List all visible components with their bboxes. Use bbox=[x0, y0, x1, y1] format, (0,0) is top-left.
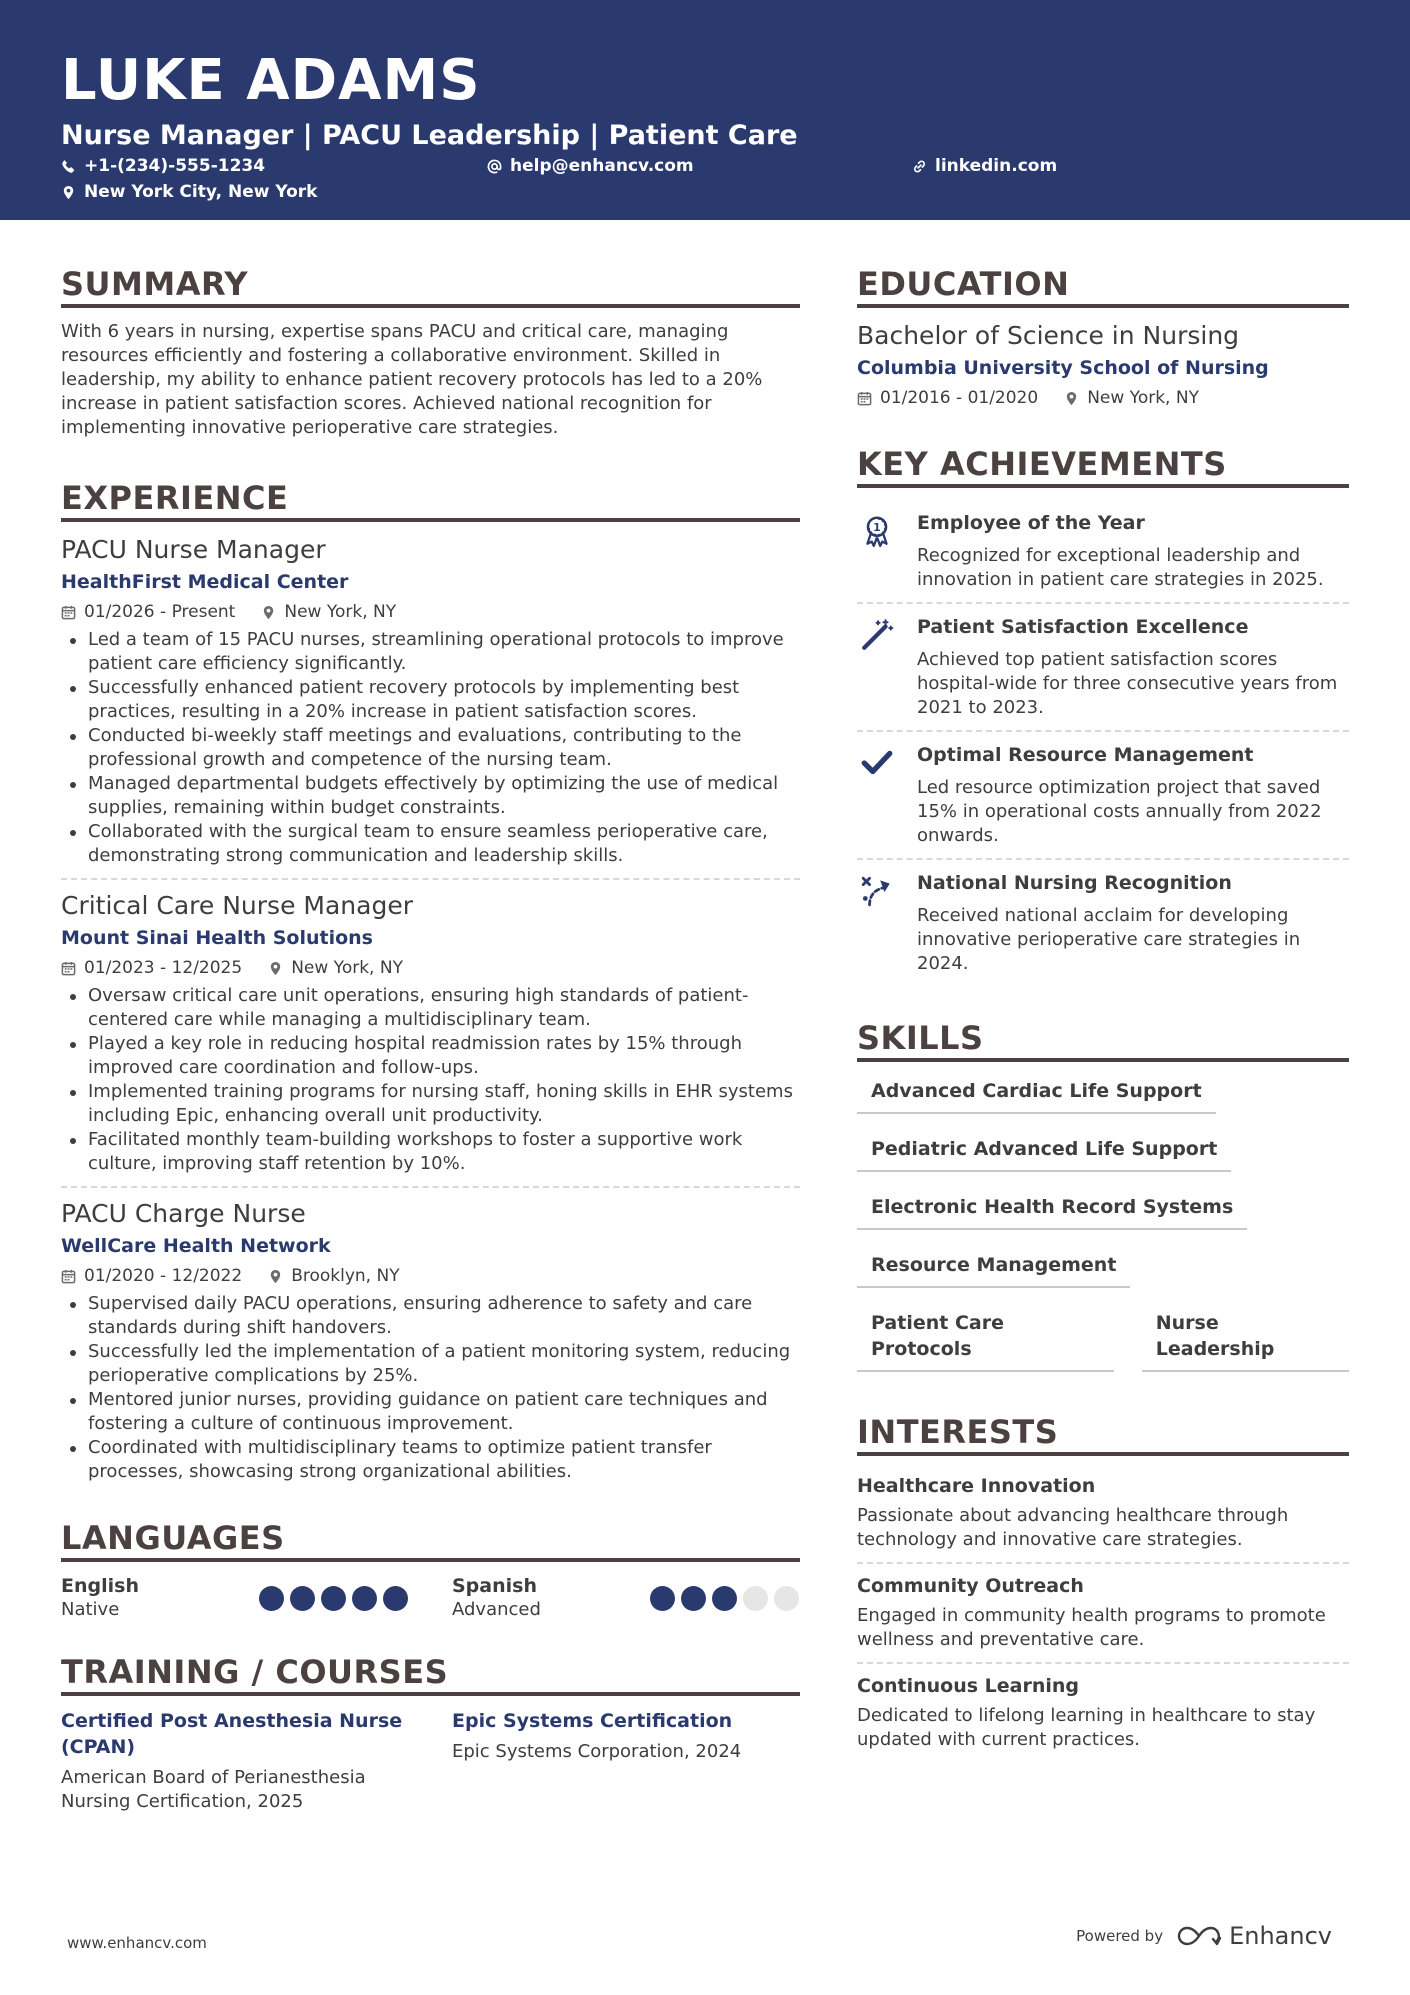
education-meta bbox=[857, 386, 1349, 410]
proficiency-dot-filled bbox=[259, 1586, 284, 1611]
proficiency-dot-filled bbox=[352, 1586, 377, 1611]
skill-tag: Electronic Health Record Systems bbox=[857, 1190, 1247, 1230]
skill-tag: Nurse Leadership bbox=[1142, 1306, 1349, 1372]
bullet-item: Implemented training programs for nursing staff, honing skills in EHR systems including Epic, enhancing overall unit productivity. bbox=[61, 1080, 800, 1128]
enhancv-logo-icon bbox=[1177, 1924, 1223, 1948]
interest-title: Continuous Learning bbox=[857, 1675, 1080, 1697]
job-title: Critical Care Nurse Manager bbox=[61, 891, 413, 920]
resume-header bbox=[0, 0, 1410, 220]
skill-tag: Pediatric Advanced Life Support bbox=[857, 1132, 1231, 1172]
interest-title: Community Outreach bbox=[857, 1575, 1084, 1597]
job-entry bbox=[61, 1186, 800, 1494]
bullet-item: Oversaw critical care unit operations, ensuring high standards of patient-centered care while managing a multidisciplinary team. bbox=[61, 984, 800, 1032]
bullet-item: Successfully enhanced patient recovery protocols by implementing best practices, resulting in a 20% increase in patient satisfaction scores. bbox=[61, 676, 800, 724]
job-meta bbox=[61, 956, 800, 980]
summary-text: With 6 years in nursing, expertise spans PACU and critical care, managing resources efficiently and fostering a collaborative environment. Skilled in leadership, my ability to enhance patient recovery protocols has led to a 20% increase in patient satisfaction scores. Achieved national recognition for implementing innovative perioperative care strategies. bbox=[61, 321, 763, 438]
interest-item bbox=[857, 1662, 1349, 1762]
at-sign-icon bbox=[487, 159, 502, 174]
bullet-item: Successfully led the implementation of a patient monitoring system, reducing perioperative complications by 25%. bbox=[61, 1340, 800, 1388]
job-entry bbox=[61, 534, 800, 878]
bullet-item: Managed departmental budgets effectively by optimizing the use of medical supplies, remaining within budget constraints. bbox=[61, 772, 800, 820]
language-level: Advanced bbox=[452, 1599, 541, 1620]
summary-section bbox=[61, 264, 800, 440]
courses-list bbox=[61, 1708, 800, 1814]
svg-text:1: 1 bbox=[873, 521, 881, 534]
job-title: PACU Nurse Manager bbox=[61, 535, 326, 564]
proficiency-dot-filled bbox=[321, 1586, 346, 1611]
calendar-icon bbox=[61, 605, 76, 620]
contact-location bbox=[61, 182, 317, 202]
bullet-item: Played a key role in reducing hospital readmission rates by 15% through improved care coordination and follow-ups. bbox=[61, 1032, 800, 1080]
skills-section bbox=[857, 1018, 1349, 1372]
location-pin-icon bbox=[61, 185, 76, 200]
contact-phone[interactable] bbox=[61, 156, 265, 176]
strategy-arrow-icon bbox=[860, 874, 894, 908]
linkedin-text: linkedin.com bbox=[935, 156, 1058, 176]
proficiency-dots bbox=[650, 1586, 799, 1611]
job-title: PACU Charge Nurse bbox=[61, 1199, 306, 1228]
footer-branding bbox=[1076, 1922, 1332, 1950]
proficiency-dot-filled bbox=[712, 1586, 737, 1611]
language-item bbox=[61, 1574, 408, 1622]
language-name: Spanish bbox=[452, 1575, 537, 1597]
award-ribbon-icon bbox=[860, 514, 894, 548]
section-title-skills: SKILLS bbox=[857, 1018, 1349, 1062]
experience-section bbox=[61, 478, 800, 1494]
achievement-item bbox=[857, 500, 1349, 602]
skill-tag: Patient Care Protocols bbox=[857, 1306, 1114, 1372]
degree-name: Bachelor of Science in Nursing bbox=[857, 321, 1240, 350]
achievement-item bbox=[857, 602, 1349, 730]
interest-title: Healthcare Innovation bbox=[857, 1475, 1096, 1497]
brand-name: Enhancv bbox=[1229, 1922, 1332, 1950]
school-name: Columbia University School of Nursing bbox=[857, 357, 1269, 379]
section-title-achievements: KEY ACHIEVEMENTS bbox=[857, 444, 1349, 488]
course-item bbox=[452, 1708, 799, 1814]
magic-wand-icon bbox=[860, 618, 894, 652]
skills-list bbox=[857, 1074, 1349, 1372]
course-org: American Board of Perianesthesia Nursing Certification, 2025 bbox=[61, 1767, 366, 1812]
proficiency-dot-empty bbox=[743, 1586, 768, 1611]
achievements-section bbox=[857, 444, 1349, 986]
course-item bbox=[61, 1708, 408, 1814]
language-name: English bbox=[61, 1575, 139, 1597]
candidate-headline: Nurse Manager | PACU Leadership | Patient Care bbox=[61, 120, 798, 151]
job-dates: 01/2020 - 12/2022 bbox=[84, 1266, 243, 1286]
job-dates: 01/2026 - Present bbox=[84, 602, 236, 622]
location-pin-icon bbox=[261, 605, 276, 620]
phone-icon bbox=[61, 159, 76, 174]
education-section bbox=[857, 264, 1349, 410]
checkmark-icon bbox=[860, 746, 894, 780]
course-org: Epic Systems Corporation, 2024 bbox=[452, 1741, 742, 1762]
candidate-name: LUKE ADAMS bbox=[61, 48, 481, 113]
calendar-icon bbox=[61, 1269, 76, 1284]
contact-email[interactable] bbox=[487, 156, 694, 176]
achievement-desc: Recognized for exceptional leadership and innovation in patient care strategies in 2025. bbox=[917, 545, 1324, 590]
achievement-desc: Received national acclaim for developing innovative perioperative care strategies in 2024. bbox=[917, 905, 1301, 974]
languages-list bbox=[61, 1574, 800, 1622]
left-column bbox=[61, 264, 800, 1814]
location-pin-icon bbox=[268, 961, 283, 976]
footer-website[interactable]: www.enhancv.com bbox=[67, 1934, 207, 1952]
calendar-icon bbox=[857, 391, 872, 406]
powered-by-text: Powered by bbox=[1076, 1927, 1164, 1945]
job-location: Brooklyn, NY bbox=[291, 1266, 400, 1286]
interest-desc: Passionate about advancing healthcare through technology and innovative care strategies. bbox=[857, 1505, 1289, 1550]
achievement-title: Employee of the Year bbox=[917, 512, 1145, 534]
bullet-item: Mentored junior nurses, providing guidance on patient care techniques and fostering a culture of continuous improvement. bbox=[61, 1388, 800, 1436]
job-meta bbox=[61, 600, 800, 624]
interest-item bbox=[857, 1468, 1349, 1562]
section-title-training: TRAINING / COURSES bbox=[61, 1652, 800, 1696]
bullet-item: Led a team of 15 PACU nurses, streamlining operational protocols to improve patient care efficiency significantly. bbox=[61, 628, 800, 676]
course-title: Certified Post Anesthesia Nurse (CPAN) bbox=[61, 1710, 403, 1758]
section-title-experience: EXPERIENCE bbox=[61, 478, 800, 522]
job-bullets bbox=[61, 628, 800, 868]
phone-text: +1-(234)-555-1234 bbox=[84, 156, 266, 176]
interest-desc: Dedicated to lifelong learning in healthcare to stay updated with current practices. bbox=[857, 1705, 1316, 1750]
language-item bbox=[452, 1574, 799, 1622]
bullet-item: Facilitated monthly team-building workshops to foster a supportive work culture, improving staff retention by 10%. bbox=[61, 1128, 800, 1176]
achievement-title: Optimal Resource Management bbox=[917, 744, 1254, 766]
section-title-languages: LANGUAGES bbox=[61, 1518, 800, 1562]
achievement-item bbox=[857, 730, 1349, 858]
bullet-item: Supervised daily PACU operations, ensuring adherence to safety and care standards during shift handovers. bbox=[61, 1292, 800, 1340]
company-name: WellCare Health Network bbox=[61, 1235, 331, 1257]
location-text: New York City, New York bbox=[84, 182, 318, 202]
interest-item bbox=[857, 1562, 1349, 1662]
achievement-title: National Nursing Recognition bbox=[917, 872, 1232, 894]
education-dates: 01/2016 - 01/2020 bbox=[880, 388, 1039, 408]
proficiency-dot-filled bbox=[681, 1586, 706, 1611]
link-icon bbox=[912, 159, 927, 174]
job-bullets bbox=[61, 984, 800, 1176]
proficiency-dot-filled bbox=[383, 1586, 408, 1611]
email-text: help@enhancv.com bbox=[510, 156, 694, 176]
proficiency-dot-empty bbox=[774, 1586, 799, 1611]
languages-section bbox=[61, 1518, 800, 1622]
interests-section bbox=[857, 1412, 1349, 1762]
bullet-item: Collaborated with the surgical team to ensure seamless perioperative care, demonstrating strong communication and leadership skills. bbox=[61, 820, 800, 868]
skill-tag: Resource Management bbox=[857, 1248, 1130, 1288]
job-location: New York, NY bbox=[291, 958, 403, 978]
section-title-summary: SUMMARY bbox=[61, 264, 800, 308]
proficiency-dots bbox=[259, 1586, 408, 1611]
job-location: New York, NY bbox=[284, 602, 397, 622]
company-name: HealthFirst Medical Center bbox=[61, 571, 349, 593]
section-title-interests: INTERESTS bbox=[857, 1412, 1349, 1456]
achievement-item bbox=[857, 858, 1349, 986]
enhancv-logo[interactable] bbox=[1177, 1922, 1332, 1950]
job-dates: 01/2023 - 12/2025 bbox=[84, 958, 243, 978]
bullet-item: Coordinated with multidisciplinary teams to optimize patient transfer processes, showcasing strong organizational abilities. bbox=[61, 1436, 800, 1484]
interest-desc: Engaged in community health programs to promote wellness and preventative care. bbox=[857, 1605, 1326, 1650]
company-name: Mount Sinai Health Solutions bbox=[61, 927, 373, 949]
proficiency-dot-filled bbox=[650, 1586, 675, 1611]
location-pin-icon bbox=[1064, 391, 1079, 406]
achievement-desc: Led resource optimization project that saved 15% in operational costs annually from 2022 onwards. bbox=[917, 777, 1322, 846]
location-pin-icon bbox=[268, 1269, 283, 1284]
right-column bbox=[857, 264, 1349, 1762]
course-title: Epic Systems Certification bbox=[452, 1710, 733, 1732]
education-location: New York, NY bbox=[1087, 388, 1199, 408]
contact-info bbox=[61, 156, 1349, 210]
job-meta bbox=[61, 1264, 800, 1288]
skill-tag: Advanced Cardiac Life Support bbox=[857, 1074, 1216, 1114]
calendar-icon bbox=[61, 961, 76, 976]
job-entry bbox=[61, 878, 800, 1186]
achievement-title: Patient Satisfaction Excellence bbox=[917, 616, 1249, 638]
training-section bbox=[61, 1652, 800, 1814]
proficiency-dot-filled bbox=[290, 1586, 315, 1611]
job-bullets bbox=[61, 1292, 800, 1484]
bullet-item: Conducted bi-weekly staff meetings and evaluations, contributing to the professional growth and competence of the nursing team. bbox=[61, 724, 800, 772]
achievement-desc: Achieved top patient satisfaction scores hospital-wide for three consecutive years from 2021 to 2023. bbox=[917, 649, 1338, 718]
section-title-education: EDUCATION bbox=[857, 264, 1349, 308]
language-level: Native bbox=[61, 1599, 120, 1620]
contact-linkedin[interactable] bbox=[912, 156, 1057, 176]
